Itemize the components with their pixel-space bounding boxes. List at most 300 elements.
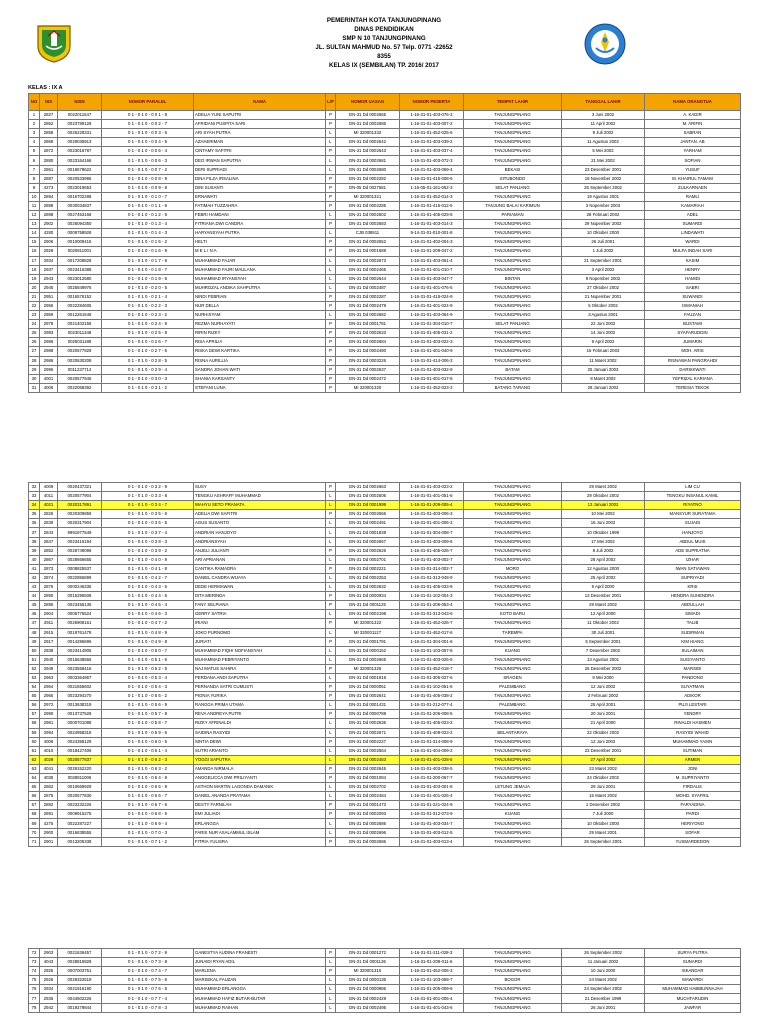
table-row (29, 283, 741, 292)
cell-nama-orangtua: YUSUF (645, 165, 741, 174)
cell-nisn: 0016702288 (58, 192, 102, 201)
cell-nama: RISKA DEWI KARTIKA (194, 347, 326, 356)
cell-lp: P (326, 664, 336, 673)
cell-nomor-paralel: 0 1 - 0 1 0 - 0 0 6 - 3 (102, 156, 194, 165)
cell-nisn: 0022011547 (58, 111, 102, 120)
cell-nomor-uasan: DN-31 Dd 0001136 (336, 958, 400, 967)
cell-nomor-uasan: DN-31 Dd 0002285 (336, 201, 400, 210)
cell-nomor-uasan: DN-31 Dd 0001473 (336, 801, 400, 810)
cell-tanggal-lahir: 7 Juli 2000 (562, 810, 645, 819)
cell-tanggal-lahir: 26 Juli 2001 (562, 238, 645, 247)
cell-nis: 4035 (40, 774, 58, 783)
cell-nomor-paralel: 0 1 - 0 1 0 - 0 1 6 - 9 (102, 247, 194, 256)
cell-nomor-peserta: 1-16-31-01-415-008-6 (400, 174, 464, 183)
cell-nis: 2934 (40, 985, 58, 994)
cell-tempat-lahir: TANJUNGPINANG (464, 583, 562, 592)
cell-nama: MUHAMMAD FEBRIYANTO (194, 655, 326, 664)
table-row (29, 583, 741, 592)
cell-nomor-paralel: 0 1 - 0 1 0 - 0 5 8 - 7 (102, 719, 194, 728)
cell-nis: 2901 (40, 837, 58, 846)
table-row (29, 528, 741, 537)
cell-tempat-lahir: TANJUNGPINANG (464, 985, 562, 994)
cell-nomor-paralel: 0 1 - 0 1 0 - 0 0 5 - 4 (102, 147, 194, 156)
cell-lp: P (326, 764, 336, 773)
cell-nisn: 0021402158 (58, 320, 102, 329)
cell-nama: MUHROZAL ANDIKA SAHPUTRA (194, 283, 326, 292)
table-row (29, 356, 741, 365)
cell-nama-orangtua: ADIKOR (645, 692, 741, 701)
cell-tanggal-lahir: 11 Oktober 2002 (562, 619, 645, 628)
cell-nama-orangtua: SOFIAN (645, 156, 741, 165)
cell-nama-orangtua: ADEL (645, 211, 741, 220)
cell-tanggal-lahir: 3 Nopember 2003 (562, 201, 645, 210)
cell-nama-orangtua: KRIS (645, 583, 741, 592)
cell-lp: P (326, 147, 336, 156)
table-row (29, 573, 741, 582)
cell-nisn: 0000246336 (58, 583, 102, 592)
cell-nama: MUHAMMAD FAJRI MAULANA (194, 265, 326, 274)
cell-nama: RISNA AURILLIA (194, 356, 326, 365)
cell-nomor-uasan: DN-05 Dd 0027581 (336, 183, 400, 192)
cell-lp: P (326, 183, 336, 192)
cell-nis: 2981 (40, 719, 58, 728)
cell-tanggal-lahir: 10 Juni 2000 (562, 967, 645, 976)
cell-nama-orangtua: SUMARDI (645, 220, 741, 229)
cell-nama-orangtua: ARMEN (645, 755, 741, 764)
cell-nomor-paralel: 0 1 - 0 1 0 - 0 0 9 - 8 (102, 183, 194, 192)
cell-nisn: 0016576152 (58, 292, 102, 301)
cell-nama: SAIDINA RASYIDI (194, 728, 326, 737)
cell-tanggal-lahir: 11 Maret 2002 (562, 356, 645, 365)
table-row (29, 774, 741, 783)
table-row (29, 256, 741, 265)
table-row (29, 183, 741, 192)
cell-tempat-lahir: TANJUNGPINANG (464, 967, 562, 976)
cell-nama-orangtua: ABDULLAH (645, 601, 741, 610)
cell-nomor-peserta: 1-16-31-01-452-005-3 (400, 967, 464, 976)
cell-tanggal-lahir: 8 Maret 2002 (562, 374, 645, 383)
cell-nomor-uasan: DN-31 Dd 0002487 (336, 283, 400, 292)
cell-no: 37 (29, 528, 40, 537)
cell-tanggal-lahir: 3 Agustus 2001 (562, 311, 645, 320)
cell-nama-orangtua: MOHD. SYAFRIL (645, 792, 741, 801)
cell-tanggal-lahir: 11 Agustus 2002 (562, 138, 645, 147)
cell-no: 32 (29, 483, 40, 492)
cell-nama-orangtua: FARYADINA (645, 801, 741, 810)
cell-nama: MUHAMMAD HAFIZ BUTAR-BUTAR (194, 994, 326, 1003)
cell-nisn: 0023012580 (58, 274, 102, 283)
cell-tempat-lahir: TANJUNGPINANG (464, 764, 562, 773)
cell-nomor-paralel: 0 1 - 0 1 0 - 0 7 6 - 5 (102, 985, 194, 994)
cell-nomor-peserta: 1-16-31-01-404-009-2 (400, 746, 464, 755)
cell-nomor-uasan: DN-31 Dd 0002673 (336, 256, 400, 265)
cell-nama-orangtua: FIRDAUS (645, 783, 741, 792)
cell-nomor-uasan: DN-31 Dd 0002602 (336, 211, 400, 220)
tut-wuri-handayani-icon (583, 22, 627, 66)
cell-tempat-lahir: TANJUNGPINANG (464, 192, 562, 201)
cell-nomor-paralel: 0 1 - 0 1 0 - 0 3 2 - 9 (102, 483, 194, 492)
col-header-nomor-uasan: NOMOR UASAN (336, 94, 400, 111)
cell-nisn: 0024958319 (58, 728, 102, 737)
cell-no: 72 (29, 949, 40, 958)
cell-tempat-lahir: TANJUNGPINANG (464, 156, 562, 165)
cell-nisn: 0028749096 (58, 546, 102, 555)
cell-nis: 2827 (40, 111, 58, 120)
cell-nama: WAHYU SETO PRANATA (194, 501, 326, 510)
cell-nomor-peserta: 1-16-31-01-401-010-7 (400, 265, 464, 274)
cell-tempat-lahir: TANJUNGPINANG (464, 637, 562, 646)
cell-tempat-lahir: TANJUNGPINANG (464, 692, 562, 701)
cell-tanggal-lahir: 21 September 2001 (562, 256, 645, 265)
cell-nama: FARIS NUR ASALAMMUL ISLAM (194, 828, 326, 837)
cell-nis: 2839 (40, 519, 58, 528)
cell-nisn: 0026228331 (58, 129, 102, 138)
cell-nama: RIRIN RIZKY (194, 329, 326, 338)
cell-nama: DERI SUPRIADI (194, 165, 326, 174)
cell-nis: 2852 (40, 546, 58, 555)
cell-nomor-uasan: DN-31 Dd 0002495 (336, 1003, 400, 1012)
cell-nomor-peserta: 1-16-31-01-403-032-9 (400, 365, 464, 374)
col-header-nomor-paralel: NOMOR PARALEL (102, 94, 194, 111)
cell-tempat-lahir: TANJUNG BALAI KARIMUN (464, 201, 562, 210)
cell-nama: NAJ MATUS SAHIRA (194, 664, 326, 673)
cell-nisn: 0030034837 (58, 201, 102, 210)
cell-nisn: 0013205338 (58, 837, 102, 846)
cell-nama: DEDE HERMAWAN (194, 583, 326, 592)
cell-lp: L (326, 501, 336, 510)
cell-nisn: 0020317904 (58, 519, 102, 528)
cell-tempat-lahir: PARIAMAN (464, 211, 562, 220)
cell-lp: L (326, 283, 336, 292)
cell-nomor-peserta: 1-16-31-01-401-051-6 (400, 492, 464, 501)
cell-tempat-lahir: TANJUNGPINANG (464, 311, 562, 320)
cell-nama-orangtua: SULAIMAN (645, 646, 741, 655)
cell-nama: FITRIA YULISRA (194, 837, 326, 846)
cell-tanggal-lahir: 16 Februari 2003 (562, 347, 645, 356)
cell-nomor-paralel: 0 1 - 0 1 0 - 0 6 1 - 4 (102, 746, 194, 755)
cell-lp: P (326, 810, 336, 819)
cell-nomor-uasan: DN-31 Dd 0002483 (336, 755, 400, 764)
cell-nisn: 0020811001 (58, 247, 102, 256)
cell-nama-orangtua: M. KHAIRUL TAMAM (645, 174, 741, 183)
cell-no: 55 (29, 692, 40, 701)
cell-nama: SHANIA KARSANTY (194, 374, 326, 383)
cell-nomor-peserta: 1-16-31-01-403-037-4 (400, 147, 464, 156)
cell-nama-orangtua: HAMIDI (645, 274, 741, 283)
cell-nisn: 0027453168 (58, 211, 102, 220)
cell-nis: 2934 (40, 256, 58, 265)
cell-nama: SANDRA JOHAN WATI (194, 365, 326, 374)
table-row (29, 555, 741, 564)
cell-nisn: 0019678622 (58, 165, 102, 174)
cell-nis: 2986 (40, 338, 58, 347)
cell-nama-orangtua: SOFAR (645, 828, 741, 837)
cell-nama-orangtua: HENDRA SUHENDRA (645, 592, 741, 601)
cell-tempat-lahir: TANJUNGPINANG (464, 120, 562, 129)
table-row (29, 120, 741, 129)
cell-tempat-lahir: BELANTARAYA (464, 728, 562, 737)
cell-nomor-peserta: 1-16-31-01-403-038-5 (400, 764, 464, 773)
table-row (29, 710, 741, 719)
table-row (29, 292, 741, 301)
cell-nama: DANIEL CANDRA WIJAYA (194, 573, 326, 582)
cell-nis: 2938 (40, 646, 58, 655)
cell-nama-orangtua: M. SUPRIYANTO (645, 774, 741, 783)
table-row (29, 147, 741, 156)
cell-nama-orangtua: RISNAWAN PANGRAHDI (645, 356, 741, 365)
cell-no: 49 (29, 637, 40, 646)
cell-tempat-lahir: TANJUNGPINANG (464, 510, 562, 519)
cell-nis: 2935 (40, 994, 58, 1003)
cell-nomor-peserta: 1-16-31-01-405-033-8 (400, 583, 464, 592)
cell-nomor-paralel: 0 1 - 0 1 0 - 0 5 4 - 3 (102, 683, 194, 692)
cell-nis: 2926 (40, 976, 58, 985)
cell-tanggal-lahir: 9 Mei 2000 (562, 673, 645, 682)
cell-no: 50 (29, 646, 40, 655)
document-header (28, 10, 740, 88)
cell-tempat-lahir: TANJUNGPINANG (464, 819, 562, 828)
cell-nama-orangtua: RINALDI HASMEN (645, 719, 741, 728)
cell-lp: L (326, 211, 336, 220)
cell-nama: IRIANI (194, 619, 326, 628)
cell-nis: 2902 (40, 220, 58, 229)
cell-lp: L (326, 985, 336, 994)
cell-nomor-peserta: 1-16-31-01-401-028-5 (400, 755, 464, 764)
cell-nis: 2978 (40, 320, 58, 329)
table-row (29, 265, 741, 274)
cell-no: 10 (29, 192, 40, 201)
cell-nis: 2965 (40, 692, 58, 701)
cell-nomor-paralel: 0 1 - 0 1 0 - 0 6 4 - 9 (102, 774, 194, 783)
cell-lp: L (326, 555, 336, 564)
table-row (29, 564, 741, 573)
col-header-nama-orangtua: NAMA ORANGTUA (645, 94, 741, 111)
cell-tanggal-lahir: 26 September 2001 (562, 837, 645, 846)
cell-nama-orangtua: ISMANIAH (645, 301, 741, 310)
cell-nomor-paralel: 0 1 - 0 1 0 - 0 0 3 - 6 (102, 129, 194, 138)
cell-nisn: 0010669929 (58, 783, 102, 792)
cell-no: 59 (29, 728, 40, 737)
cell-lp: L (326, 828, 336, 837)
cell-nomor-uasan: DN-31 Dd 0002479 (336, 301, 400, 310)
cell-nama: YOGGI SAPUTRA (194, 755, 326, 764)
cell-nomor-peserta: 1-16-31-01-401-024-9 (400, 301, 464, 310)
cell-nama: MUHAMMAD FAJAR (194, 256, 326, 265)
cell-nama-orangtua: JAWFAR (645, 1003, 741, 1012)
cell-nama-orangtua: A. KADIR (645, 111, 741, 120)
cell-tempat-lahir: TANJUNGPINANG (464, 949, 562, 958)
cell-nisn: 0000701088 (58, 719, 102, 728)
header-text (28, 16, 740, 70)
cell-lp: P (326, 637, 336, 646)
cell-nama: RISA APRILIA (194, 338, 326, 347)
cell-tempat-lahir: TANJUNGPINANG (464, 229, 562, 238)
table-row (29, 746, 741, 755)
table-row (29, 365, 741, 374)
cell-no: 3 (29, 129, 40, 138)
cell-tanggal-lahir: 23 Desember 2001 (562, 165, 645, 174)
cell-nama: AGUS SUSANTO (194, 519, 326, 528)
cell-nomor-uasan: DN-31 Dd 0002633 (336, 329, 400, 338)
cell-lp: P (326, 774, 336, 783)
cell-nis: 2890 (40, 592, 58, 601)
table-row (29, 967, 741, 976)
cell-lp: L (326, 492, 336, 501)
cell-tanggal-lahir: 29 Oktober 2002 (562, 492, 645, 501)
cell-nisn: 0013737528 (58, 710, 102, 719)
cell-nama-orangtua: HENRY (645, 265, 741, 274)
cell-no: 26 (29, 338, 40, 347)
cell-nama: FITRIANA DWI CANDRA (194, 220, 326, 229)
table-row (29, 655, 741, 664)
cell-nama: ANGGELICCA DWI PRILIYANTI (194, 774, 326, 783)
cell-lp: P (326, 329, 336, 338)
table-row (29, 949, 741, 958)
cell-nomor-peserta: 1-16-31-01-401-076-5 (400, 283, 464, 292)
cell-nomor-peserta: 1-16-31-01-403-013-4 (400, 837, 464, 846)
cell-nomor-peserta: 1-16-31-01-403-014-3 (400, 220, 464, 229)
cell-nomor-uasan: DN-31 Dd 0000136 (336, 976, 400, 985)
cell-nomor-paralel: 0 1 - 0 1 0 - 0 1 7 - 8 (102, 256, 194, 265)
cell-lp: P (326, 592, 336, 601)
cell-nama-orangtua: PARDI (645, 810, 741, 819)
cell-nama-orangtua: PANDONO (645, 673, 741, 682)
table-row (29, 238, 741, 247)
cell-tempat-lahir: TANJUNGPINANG (464, 329, 562, 338)
cell-lp: L (326, 156, 336, 165)
cell-tempat-lahir: TANJUNGPINANG (464, 238, 562, 247)
cell-lp: P (326, 365, 336, 374)
cell-nama-orangtua: MAWARDI (645, 976, 741, 985)
table-row (29, 719, 741, 728)
cell-nomor-uasan: DN-31 Dd 0002642 (336, 138, 400, 147)
cell-nomor-peserta: 1-16-31-01-403-034-7 (400, 819, 464, 828)
table-row (29, 673, 741, 682)
cell-nis: 2873 (40, 564, 58, 573)
cell-nomor-uasan: DN-31 Dd 0002681 (336, 156, 400, 165)
table-row (29, 129, 741, 138)
cell-nis: 2964 (40, 683, 58, 692)
cell-nis: 2847 (40, 537, 58, 546)
cell-nomor-uasan: DN-31 Dd 0002632 (336, 583, 400, 592)
cell-nomor-paralel: 0 1 - 0 1 0 - 0 2 8 - 5 (102, 356, 194, 365)
cell-nomor-peserta: 1-16-31-01-312-073-9 (400, 810, 464, 819)
cell-lp: P (326, 837, 336, 846)
cell-tempat-lahir: SELAT PANJANG (464, 183, 562, 192)
cell-tempat-lahir: TANJUNGPINANG (464, 664, 562, 673)
cell-no: 22 (29, 301, 40, 310)
cell-no: 78 (29, 1003, 40, 1012)
cell-nisn: 0026908161 (58, 619, 102, 628)
cell-nama: DEO IRWAN SAPUTRA (194, 156, 326, 165)
cell-tempat-lahir: TANJUNGPINANG (464, 501, 562, 510)
cell-tempat-lahir: TANJUNGPINANG (464, 958, 562, 967)
col-header-tempat-lahir: TEMPAT LAHIR (464, 94, 562, 111)
cell-tanggal-lahir: 28 April 2002 (562, 555, 645, 564)
cell-tempat-lahir: KIJANG (464, 646, 562, 655)
cell-lp: L (326, 573, 336, 582)
cell-tanggal-lahir: 8 Juli 2002 (562, 546, 645, 555)
cell-nomor-peserta: 1-16-31-01-403-012-5 (400, 828, 464, 837)
cell-nomor-peserta: 1-16-31-01-209-005-4 (400, 501, 464, 510)
cell-nomor-paralel: 0 1 - 0 1 0 - 0 5 6 - 9 (102, 701, 194, 710)
table-row (29, 810, 741, 819)
cell-no: 27 (29, 347, 40, 356)
cell-nis: 2861 (40, 165, 58, 174)
cell-nomor-paralel: 0 1 - 0 1 0 - 0 7 0 - 3 (102, 828, 194, 837)
cell-tanggal-lahir: 13 Desember 2001 (562, 592, 645, 601)
cell-nisn: 0018427406 (58, 746, 102, 755)
cell-nisn: 0021656602 (58, 683, 102, 692)
cell-nomor-uasan: DN-31 Dd 0002665 (336, 655, 400, 664)
cell-lp: L (326, 229, 336, 238)
cell-nis: 2988 (40, 347, 58, 356)
cell-no: 48 (29, 628, 40, 637)
cell-tempat-lahir: TANJUNGPINANG (464, 147, 562, 156)
cell-tempat-lahir: TANJUNGPINANG (464, 573, 562, 582)
cell-nama: PIONIA YURIKA (194, 692, 326, 701)
cell-nomor-paralel: 0 1 - 0 1 0 - 0 3 1 - 2 (102, 383, 194, 392)
cell-tempat-lahir: BEKASI (464, 165, 562, 174)
cell-no: 12 (29, 211, 40, 220)
cell-nomor-peserta: 1-16-31-01-102-051-6 (400, 683, 464, 692)
cell-nama-orangtua: SUJADI (645, 519, 741, 528)
cell-tempat-lahir: TANJUNGPINANG (464, 374, 562, 383)
cell-nomor-peserta: 1-16-31-01-205-009-6 (400, 985, 464, 994)
cell-nis: 4011 (40, 492, 58, 501)
cell-nama: RANGGA PRIMA UTAMA (194, 701, 326, 710)
cell-nisn: 0009915275 (58, 810, 102, 819)
cell-no: 62 (29, 755, 40, 764)
table-row (29, 958, 741, 967)
cell-nomor-uasan: DN-31 Dd 0000788 (336, 710, 400, 719)
cell-nama: SUTRI ARIANTO (194, 746, 326, 755)
cell-nomor-peserta: 1-16-31-01-405-029-5 (400, 211, 464, 220)
cell-nama-orangtua: HERIYONO (645, 819, 741, 828)
cell-tempat-lahir: BINTAN (464, 274, 562, 283)
cell-tanggal-lahir: 26 September 2002 (562, 183, 645, 192)
cell-nomor-paralel: 0 1 - 0 1 0 - 0 4 1 - 8 (102, 564, 194, 573)
cell-nama-orangtua: MUHAMMAD YASIN (645, 737, 741, 746)
cell-nama: AZHAERIMAN (194, 138, 326, 147)
cell-tanggal-lahir: 23 Maret 2002 (562, 764, 645, 773)
cell-nama-orangtua: MUCHTARUDIN (645, 994, 741, 1003)
cell-nisn: 0026094350 (58, 220, 102, 229)
cell-nomor-peserta: 1-16-31-01-409-023-2 (400, 728, 464, 737)
cell-nisn: 0020533995 (58, 174, 102, 183)
cell-nomor-uasan: DN-31 Dd 0002490 (336, 347, 400, 356)
cell-nama: RIZKY AFRINALDI (194, 719, 326, 728)
cell-no: 19 (29, 274, 40, 283)
cell-nisn: 0020577837 (58, 755, 102, 764)
cell-tempat-lahir: TANJUNGPINANG (464, 994, 562, 1003)
cell-nis: 4041 (40, 764, 58, 773)
cell-nisn: 0028666655 (58, 555, 102, 564)
cell-nama-orangtua: FAUZAN (645, 311, 741, 320)
cell-nama: NURHISYAM (194, 311, 326, 320)
cell-nis: 2876 (40, 583, 58, 592)
cell-lp: P (326, 967, 336, 976)
cell-nama: DINI SUSANTI (194, 183, 326, 192)
cell-tempat-lahir: TANJUNGPINANG (464, 619, 562, 628)
cell-nomor-peserta: 1-16-31-01-403-026-5 (400, 655, 464, 664)
cell-nama: DESTY FARNILAH (194, 801, 326, 810)
table-row (29, 683, 741, 692)
cell-nis: 4043 (40, 958, 58, 967)
cell-no: 74 (29, 967, 40, 976)
cell-nama: MUHAMMAD RAIHAN (194, 1003, 326, 1012)
cell-tempat-lahir: TANJUNGPINANG (464, 483, 562, 492)
